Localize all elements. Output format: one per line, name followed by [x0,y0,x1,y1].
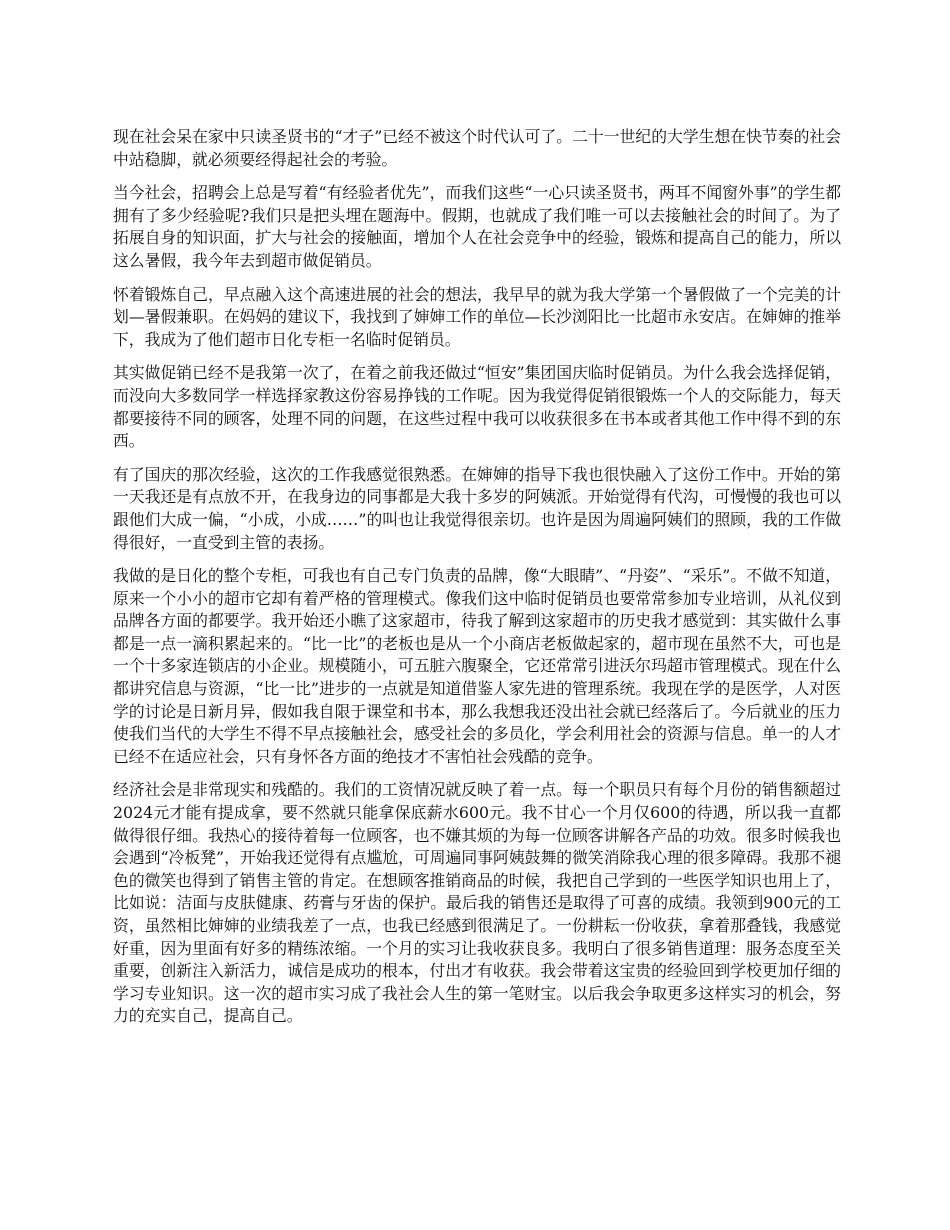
paragraph-5: 有了国庆的那次经验，这次的工作我感觉很熟悉。在婶婶的指导下我也很快融入了这份工作中。开始的第一天我还是有点放不开，在我身边的同事都是大我十多岁的阿姨派。开始觉得有代沟，可慢慢的我也可以跟他们大成一偏，“小成，小成……”的叫也让我觉得很亲切。也许是因为周遍阿姨们的照顾，我的工作做得很好，一直受到主管的表扬。 [113,464,841,552]
paragraph-1: 现在社会呆在家中只读圣贤书的“才子”已经不被这个时代认可了。二十一世纪的大学生想在快节奏的社会中站稳脚，就必须要经得起社会的考验。 [113,127,841,169]
document-body [113,126,841,1039]
paragraph-4: 其实做促销已经不是我第一次了，在着之前我还做过“恒安”集团国庆临时促销员。为什么我会选择促销，而没向大多数同学一样选择家教这份容易挣钱的工作呢。因为我觉得促销很锻炼一个人的交际能力，每天都要接待不同的顾客，处理不同的问题，在这些过程中我可以收获很多在书本或者其他工作中得不到的东西。 [113,363,841,451]
paragraph-7: 经济社会是非常现实和残酷的。我们的工资情况就反映了着一点。每一个职员只有每个月份的销售额超过2024元才能有提成拿，要不然就只能拿保底薪水600元。我不甘心一个月仅600的待遇，所以我一直都做得很仔细。我热心的接待着每一位顾客，也不嫌其烦的为每一位顾客讲解各产品的功效。很多时候我也会遇到“冷板凳”，开始我还觉得有点尴尬，可周遍同事阿姨鼓舞的微笑消除我心理的很多障碍。我那不褪色的微笑也得到了销售主管的肯定。在想顾客推销商品的时候，我把自己学到的一些医学知识也用上了，比如说：洁面与皮肤健康、药膏与牙齿的保护。最后我的销售还是取得了可喜的成绩。我领到900元的工资，虽然相比婶婶的业绩我差了一点，也我已经感到很满足了。一份耕耘一份收获，拿着那叠钱，我感觉好重，因为里面有好多的精练浓缩。一个月的实习让我收获良多。我明白了很多销售道理：服务态度至关重要，创新注入新活力，诚信是成功的根本，付出才有收获。我会带着这宝贵的经验回到学校更加仔细的学习专业知识。这一次的超市实习成了我社会人生的第一笔财宝。以后我会争取更多这样实习的机会，努力的充实自己，提高自己。 [113,780,841,1026]
paragraph-6: 我做的是日化的整个专柜，可我也有自己专门负责的品牌，像“大眼睛”、“丹姿”、“采乐”。不做不知道，原来一个小小的超市它却有着严格的管理模式。像我们这中临时促销员也要常常参加专业培训，从礼仪到品牌各方面的都要学。我开始还小瞧了这家超市，待我了解到这家超市的历史我才感觉到：其实做什么事都是一点一滴积累起来的。“比一比”的老板也是从一个小商店老板做起家的，超市现在虽然不大，可也是一个十多家连锁店的小企业。规模随小，可五脏六腹聚全，它还常常引进沃尔玛超市管理模式。现在什么都讲究信息与资源，“比一比”进步的一点就是知道借鉴人家先进的管理系统。我现在学的是医学，人对医学的讨论是日新月异，假如我自限于课堂和书本，那么我想我还没出社会就已经落后了。今后就业的压力使我们当代的大学生不得不早点接触社会，感受社会的多员化，学会利用社会的资源与信息。单一的人才已经不在适应社会，只有身怀各方面的绝技才不害怕社会残酷的竞争。 [113,566,841,766]
paragraph-3: 怀着锻炼自己，早点融入这个高速进展的社会的想法，我早早的就为我大学第一个暑假做了一个完美的计划—暑假兼职。在妈妈的建议下，我找到了婶婶工作的单位—长沙浏阳比一比超市永安店。在婶婶的推举下，我成为了他们超市日化专柜一名临时促销员。 [113,284,841,349]
paragraph-2: 当今社会，招聘会上总是写着“有经验者优先”，而我们这些“一心只读圣贤书，两耳不闻窗外事”的学生都拥有了多少经验呢?我们只是把头埋在题海中。假期，也就成了我们唯一可以去接触社会的时间了。为了拓展自身的知识面，扩大与社会的接触面，增加个人在社会竞争中的经验，锻炼和提高自己的能力，所以这么暑假，我今年去到超市做促销员。 [113,183,841,270]
